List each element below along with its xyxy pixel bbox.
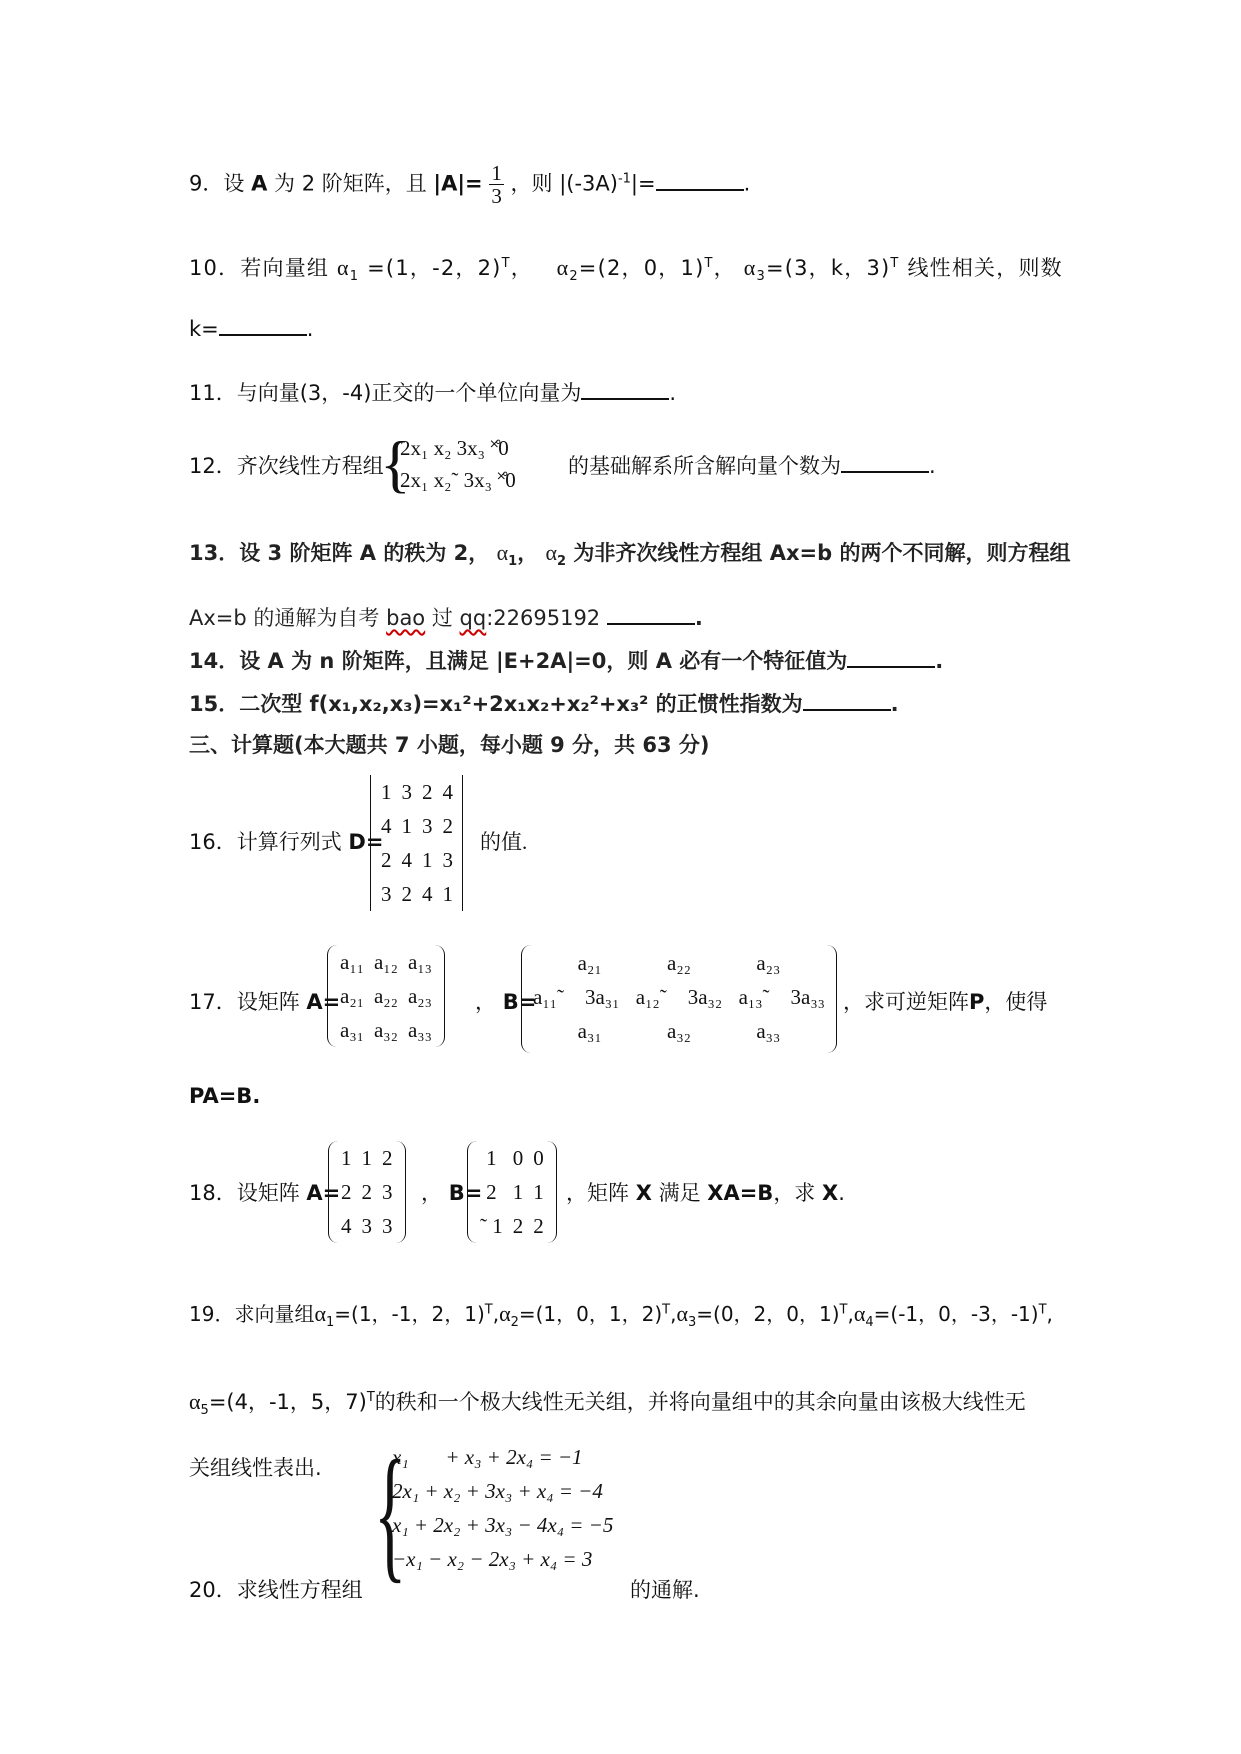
q17-b-bot-3: a₃₃ bbox=[756, 1019, 781, 1043]
q10-answer-blank bbox=[219, 333, 307, 336]
question-9 bbox=[189, 162, 750, 207]
q16-suffix: 的值. bbox=[480, 830, 528, 854]
q17-a-matrix-cell: a₁₃ bbox=[407, 949, 432, 974]
q17-a-matrix-cell: a₃₂ bbox=[373, 1017, 398, 1042]
q16-determinant bbox=[370, 775, 464, 911]
alpha-2-sub: 2 bbox=[510, 1315, 519, 1330]
question-15 bbox=[189, 688, 899, 718]
q16-matrix-row bbox=[376, 843, 458, 877]
q16-matrix-cell: 2 bbox=[422, 779, 433, 804]
q9-det-a: |A|= bbox=[433, 171, 483, 196]
q13-answer-blank bbox=[607, 622, 695, 625]
q19-t4: T bbox=[1038, 1302, 1047, 1318]
q9-expr-tail: |= bbox=[630, 171, 656, 196]
q16-matrix-cell: 1 bbox=[381, 779, 392, 804]
q9-period: . bbox=[743, 171, 751, 196]
q16-text: 16．计算行列式 bbox=[189, 830, 342, 854]
q17-a-matrix-cell: a₁₂ bbox=[373, 949, 398, 974]
q15-period: . bbox=[890, 692, 899, 716]
question-17 bbox=[189, 986, 340, 1016]
q16-matrix-cell: 4 bbox=[381, 813, 392, 838]
q19-text-2: 关组线性表出. bbox=[189, 1456, 322, 1480]
alpha-2-sub: 2 bbox=[569, 269, 579, 285]
question-19-cont bbox=[189, 1386, 1026, 1418]
q16-matrix-cell: 1 bbox=[442, 881, 453, 906]
q14-text-a: 14．设 bbox=[189, 649, 261, 673]
alpha-1-sub: 1 bbox=[508, 554, 518, 570]
alpha-1-symbol: α bbox=[337, 255, 350, 280]
alpha-4-sub: 4 bbox=[865, 1315, 874, 1330]
q18-a-cells bbox=[336, 1141, 398, 1243]
q9-numerator: 1 bbox=[491, 161, 502, 185]
q9-fraction bbox=[489, 162, 504, 207]
q9-exponent: -1 bbox=[617, 171, 631, 187]
q20-left-brace: { bbox=[374, 1430, 407, 1596]
q16-matrix-row bbox=[376, 877, 458, 911]
q19-v4: =(-1，0，-3，-1) bbox=[873, 1302, 1039, 1326]
q16-tail bbox=[480, 826, 527, 856]
q13-qq: qq bbox=[459, 606, 487, 630]
q13-eq2: Ax=b bbox=[189, 606, 247, 630]
q18-b-matrix-row bbox=[475, 1141, 549, 1175]
q18-matrix-b bbox=[467, 1141, 557, 1243]
q20-eq-1: x₁ + x₃ + 2x₄ = −1 bbox=[392, 1445, 583, 1469]
q20-system bbox=[392, 1440, 613, 1576]
q16-matrix-cell: 2 bbox=[442, 813, 453, 838]
q17-a-matrix-cell: a₃₃ bbox=[407, 1017, 432, 1042]
q18-a-matrix-cell: 2 bbox=[341, 1179, 352, 1204]
question-20 bbox=[189, 1574, 363, 1604]
q10-t3: T bbox=[890, 256, 900, 271]
q18-tail bbox=[566, 1177, 845, 1207]
q13-text-b: 的秩为 2， bbox=[383, 541, 490, 565]
q13-eq: Ax=b bbox=[769, 541, 833, 565]
q12-eq-row-1: 2x₁ x₂ 3x₃ ˟̊0 bbox=[400, 436, 509, 460]
q18-a-matrix-cell: 4 bbox=[341, 1213, 352, 1238]
q18-a-matrix-cell: 1 bbox=[341, 1145, 352, 1170]
q20-eq-2: 2x₁ + x₂ + 3x₃ + x₄ = −4 bbox=[392, 1479, 603, 1503]
q18-text-d: ，求 bbox=[773, 1181, 816, 1205]
q10-sep1: ， bbox=[510, 256, 533, 280]
q18-b-matrix-cell: 2 bbox=[533, 1213, 544, 1238]
q13-text-d: 的两个不同解，则方程组 bbox=[839, 541, 1071, 565]
q18-a-matrix-row bbox=[336, 1141, 398, 1175]
q17-a-matrix-row bbox=[335, 979, 437, 1013]
q10-vector-3: =(3，k，3) bbox=[765, 256, 891, 280]
q17-b-mid-1: a₁₁˜ 3a₃₁ bbox=[533, 985, 620, 1009]
q17-a-matrix-row bbox=[335, 1013, 437, 1047]
q17-text: 17．设矩阵 bbox=[189, 990, 300, 1014]
question-10-cont bbox=[189, 317, 313, 341]
q18-text-c: 满足 bbox=[658, 1181, 701, 1205]
alpha-2-symbol: α bbox=[545, 540, 558, 565]
q14-text-b: 为 n 阶矩阵，且满足 bbox=[291, 649, 489, 673]
q13-period: . bbox=[694, 606, 703, 630]
q16-matrix-cell: 4 bbox=[442, 779, 453, 804]
question-17-cont bbox=[189, 1084, 260, 1108]
q16-matrix-cells bbox=[376, 775, 458, 911]
q13-text-c: 为非齐次线性方程组 bbox=[573, 541, 763, 565]
q19-c2: , bbox=[670, 1302, 677, 1326]
q19-v2: =(1，0，1，2) bbox=[518, 1302, 663, 1326]
q19-c1: , bbox=[492, 1302, 500, 1326]
q18-b-label: B= bbox=[448, 1181, 483, 1205]
q17-p: P bbox=[969, 990, 985, 1014]
q9-expr: |(-3A) bbox=[559, 171, 618, 196]
q18-a-matrix-cell: 2 bbox=[382, 1145, 393, 1170]
q9-matrix-a: A bbox=[251, 171, 268, 196]
q17-b-top-1: a₂₁ bbox=[577, 951, 602, 975]
q18-a-left-paren bbox=[328, 1141, 339, 1243]
q19-t5: T bbox=[366, 1390, 375, 1405]
q11-text: 11．与向量(3，-4)正交的一个单位向量为 bbox=[189, 381, 582, 405]
q17-comma: ， bbox=[475, 990, 496, 1014]
q13-bao: bao bbox=[386, 606, 426, 630]
q9-answer-blank bbox=[656, 188, 744, 191]
q13-text-f: 过 bbox=[431, 606, 453, 630]
q18-x: X bbox=[635, 1181, 652, 1205]
q19-text-1: 的秩和一个极大线性无关组，并将向量组中的其余向量由该极大线性无 bbox=[374, 1390, 1026, 1414]
alpha-5-sub: 5 bbox=[200, 1403, 209, 1419]
q18-b-matrix-cell: 2 bbox=[512, 1213, 524, 1238]
q12-text: 的基础解系所含解向量个数为 bbox=[568, 454, 841, 478]
question-14 bbox=[189, 645, 943, 675]
q18-matrix-a bbox=[328, 1141, 406, 1243]
q18-b-matrix-row bbox=[475, 1175, 549, 1209]
q20-suffix: 的通解. bbox=[630, 1578, 700, 1602]
q15-text: 的正惯性指数为 bbox=[655, 692, 803, 716]
q10-text: 线性相关，则数 bbox=[907, 256, 1063, 280]
q10-sep2: ， bbox=[713, 256, 736, 280]
question-19 bbox=[189, 1298, 1053, 1330]
q17-a-right-paren bbox=[434, 945, 445, 1047]
q12-eq-row-2: 2x₁ x₂˜ 3x₃ ˟̊0 bbox=[400, 468, 516, 492]
q14-condition: |E+2A|=0 bbox=[496, 649, 607, 673]
q19-v1: =(1，-1，2，1) bbox=[334, 1302, 485, 1326]
q20-tail bbox=[630, 1574, 700, 1604]
q17-b-mid-2: a₁₂˜ 3a₃₂ bbox=[635, 985, 723, 1009]
q19-t1: T bbox=[484, 1302, 493, 1318]
q14-matrix-a2: A bbox=[655, 649, 672, 673]
q18-text-b: ，矩阵 bbox=[566, 1181, 629, 1205]
q18-text: 18．设矩阵 bbox=[189, 1181, 300, 1205]
q16-matrix-cell: 3 bbox=[381, 881, 392, 906]
q18-b-left-paren bbox=[467, 1141, 478, 1243]
q18-period: . bbox=[838, 1181, 845, 1205]
q14-period: . bbox=[935, 649, 944, 673]
question-10 bbox=[189, 252, 1063, 284]
q13-text-e: 的通解为自考 bbox=[253, 606, 380, 630]
q9-number: 9．设 bbox=[189, 171, 245, 196]
question-19-cont2 bbox=[189, 1452, 322, 1482]
q18-b-right-paren bbox=[546, 1141, 557, 1243]
q20-eq-4: −x₁ − x₂ − 2x₃ + x₄ = 3 bbox=[392, 1547, 593, 1571]
q17-b-bot-2: a₃₂ bbox=[667, 1019, 691, 1043]
q18-b-matrix-cell: 1 bbox=[533, 1179, 544, 1204]
q18-a-matrix-row bbox=[336, 1175, 398, 1209]
q18-a-matrix-cell: 3 bbox=[382, 1213, 393, 1238]
alpha-symbol-3: α bbox=[676, 1301, 688, 1326]
q18-b-matrix-cell: ˜ 1 bbox=[480, 1213, 503, 1238]
q18-b-matrix-cell: 2 bbox=[486, 1179, 497, 1204]
q17-a-cells bbox=[335, 945, 437, 1047]
q18-a-right-paren bbox=[395, 1141, 406, 1243]
q16-matrix-cell: 1 bbox=[401, 813, 412, 838]
q19-t2: T bbox=[662, 1302, 671, 1318]
alpha-1-symbol: α bbox=[496, 540, 509, 565]
q20-text: 20．求线性方程组 bbox=[189, 1578, 363, 1602]
q16-d-label: D= bbox=[348, 830, 384, 854]
q16-matrix-cell: 4 bbox=[401, 847, 412, 872]
q13-text-a: 13．设 3 阶矩阵 bbox=[189, 541, 353, 565]
q14-answer-blank bbox=[847, 665, 935, 668]
q17-a-matrix-cell: a₂₃ bbox=[407, 983, 432, 1008]
q11-period: . bbox=[669, 381, 677, 405]
q17-text-c: ，使得 bbox=[984, 990, 1048, 1014]
q16-matrix-cell: 2 bbox=[381, 847, 392, 872]
q14-matrix-a: A bbox=[267, 649, 284, 673]
q18-b-matrix-cell: 0 bbox=[533, 1145, 544, 1170]
question-18 bbox=[189, 1177, 340, 1207]
q16-matrix-cell: 4 bbox=[422, 881, 433, 906]
question-12-tail bbox=[568, 450, 936, 480]
q9-text: 为 2 阶矩阵，且 bbox=[274, 171, 427, 196]
q15-answer-blank bbox=[803, 708, 891, 711]
q10-k-label: k= bbox=[189, 317, 219, 341]
q10-period: . bbox=[306, 317, 314, 341]
q17-text-b: ，求可逆矩阵 bbox=[843, 990, 969, 1014]
q17-tail bbox=[843, 986, 1047, 1016]
q18-xab: XA=B bbox=[707, 1181, 774, 1205]
alpha-3-symbol: α bbox=[743, 255, 757, 280]
q12-period: . bbox=[929, 454, 936, 478]
q19-c3: , bbox=[847, 1302, 854, 1326]
q16-matrix-cell: 3 bbox=[442, 847, 453, 872]
alpha-symbol-1: α bbox=[314, 1301, 326, 1326]
q13-sep: ， bbox=[517, 541, 539, 565]
q16-matrix-cell: 3 bbox=[422, 813, 433, 838]
q17-matrix-b bbox=[521, 945, 837, 1053]
q17-a-matrix-cell: a₂₂ bbox=[373, 983, 398, 1008]
q16-matrix-row bbox=[376, 809, 458, 843]
q20-eq-3: x₁ + 2x₂ + 3x₃ − 4x₄ = −5 bbox=[392, 1513, 614, 1537]
q10-vector-1: =(1，-2，2) bbox=[367, 256, 502, 280]
q17-a-label: A= bbox=[306, 990, 341, 1014]
q15-quadratic-form: 15．二次型 f(x₁,x₂,x₃)=x₁²+2x₁x₂+x₂²+x₃² bbox=[189, 692, 649, 716]
q19-number: 19．求向量组 bbox=[189, 1302, 315, 1326]
q17-b-label: B= bbox=[502, 990, 537, 1014]
q17-a-matrix-cell: a₂₁ bbox=[340, 983, 364, 1008]
q18-a-matrix-row bbox=[336, 1209, 398, 1243]
q17-b-top-3: a₂₃ bbox=[756, 951, 781, 975]
q17-period: . bbox=[252, 1084, 261, 1108]
q18-b-cells bbox=[475, 1141, 549, 1243]
q9-denominator: 3 bbox=[491, 184, 502, 209]
alpha-1-sub: 1 bbox=[325, 1315, 335, 1330]
q18-a-matrix-cell: 1 bbox=[361, 1145, 372, 1170]
q10-vector-2: =(2，0，1) bbox=[578, 256, 705, 280]
alpha-symbol-2: α bbox=[499, 1301, 511, 1326]
q18-b-matrix-cell: 1 bbox=[512, 1179, 524, 1204]
q16-right-bar bbox=[462, 775, 464, 911]
q16-matrix-cell: 2 bbox=[401, 881, 412, 906]
q18-b-matrix-cell: 0 bbox=[512, 1145, 524, 1170]
section-3-title bbox=[189, 729, 710, 759]
q13-matrix-a: A bbox=[359, 541, 377, 565]
question-13 bbox=[189, 537, 1070, 569]
q18-a-label: A= bbox=[306, 1181, 341, 1205]
q19-c4: , bbox=[1046, 1302, 1053, 1326]
question-11 bbox=[189, 377, 676, 407]
q16-matrix-row bbox=[376, 775, 458, 809]
q13-number-text: :22695192 bbox=[486, 606, 601, 630]
q14-text-e: 必有一个特征值为 bbox=[679, 649, 848, 673]
q14-text-d: ，则 bbox=[606, 649, 649, 673]
q19-v3: =(0，2，0，1) bbox=[696, 1302, 840, 1326]
q10-t1: T bbox=[501, 256, 511, 271]
q17-a-matrix-row bbox=[335, 945, 437, 979]
q11-answer-blank bbox=[581, 397, 669, 400]
q17-a-left-paren bbox=[327, 945, 338, 1047]
question-16 bbox=[189, 826, 383, 856]
question-13-cont bbox=[189, 602, 703, 632]
q17-matrix-a bbox=[327, 945, 445, 1047]
q19-t3: T bbox=[839, 1302, 848, 1318]
q17-b-bot-1: a₃₁ bbox=[577, 1019, 602, 1043]
q10-number: 10．若向量组 bbox=[189, 256, 330, 280]
q18-comma: ， bbox=[421, 1181, 442, 1205]
alpha-3-sub: 3 bbox=[756, 269, 766, 285]
q12-number: 12．齐次线性方程组 bbox=[189, 454, 384, 478]
q16-matrix-cell: 3 bbox=[401, 779, 412, 804]
q10-t2: T bbox=[704, 256, 714, 271]
alpha-2-symbol: α bbox=[556, 255, 570, 280]
q9-text2: ，则 bbox=[510, 171, 553, 196]
q17-pab: PA=B bbox=[189, 1084, 253, 1108]
alpha-2-sub: 2 bbox=[557, 554, 567, 570]
q18-a-matrix-cell: 3 bbox=[382, 1179, 393, 1204]
q18-b-matrix-row bbox=[475, 1209, 549, 1243]
q16-matrix-cell: 1 bbox=[422, 847, 433, 872]
q17-b-top-2: a₂₂ bbox=[667, 951, 691, 975]
q18-a-matrix-cell: 3 bbox=[361, 1213, 372, 1238]
q12-system bbox=[400, 432, 516, 496]
q17-a-matrix-cell: a₁₁ bbox=[340, 949, 364, 974]
q12-left-brace: { bbox=[380, 428, 411, 499]
alpha-symbol-4: α bbox=[853, 1301, 866, 1326]
alpha-3-sub: 3 bbox=[687, 1315, 697, 1330]
q18-a-matrix-cell: 2 bbox=[361, 1179, 372, 1204]
section-3-title-text: 三、计算题(本大题共 7 小题，每小题 9 分，共 63 分) bbox=[189, 733, 710, 757]
q18-b-matrix-cell: 1 bbox=[486, 1145, 497, 1170]
q17-a-matrix-cell: a₃₁ bbox=[340, 1017, 364, 1042]
question-12 bbox=[189, 450, 384, 480]
q12-answer-blank bbox=[841, 470, 929, 473]
q17-b-mid-3: a₁₃˜ 3a₃₃ bbox=[738, 985, 825, 1009]
q18-x2: X bbox=[822, 1181, 839, 1205]
alpha-1-sub: 1 bbox=[349, 269, 360, 285]
alpha-symbol-5: α bbox=[189, 1389, 201, 1414]
q16-left-bar bbox=[370, 775, 372, 911]
q19-v5: =(4，-1，5，7) bbox=[208, 1390, 367, 1414]
